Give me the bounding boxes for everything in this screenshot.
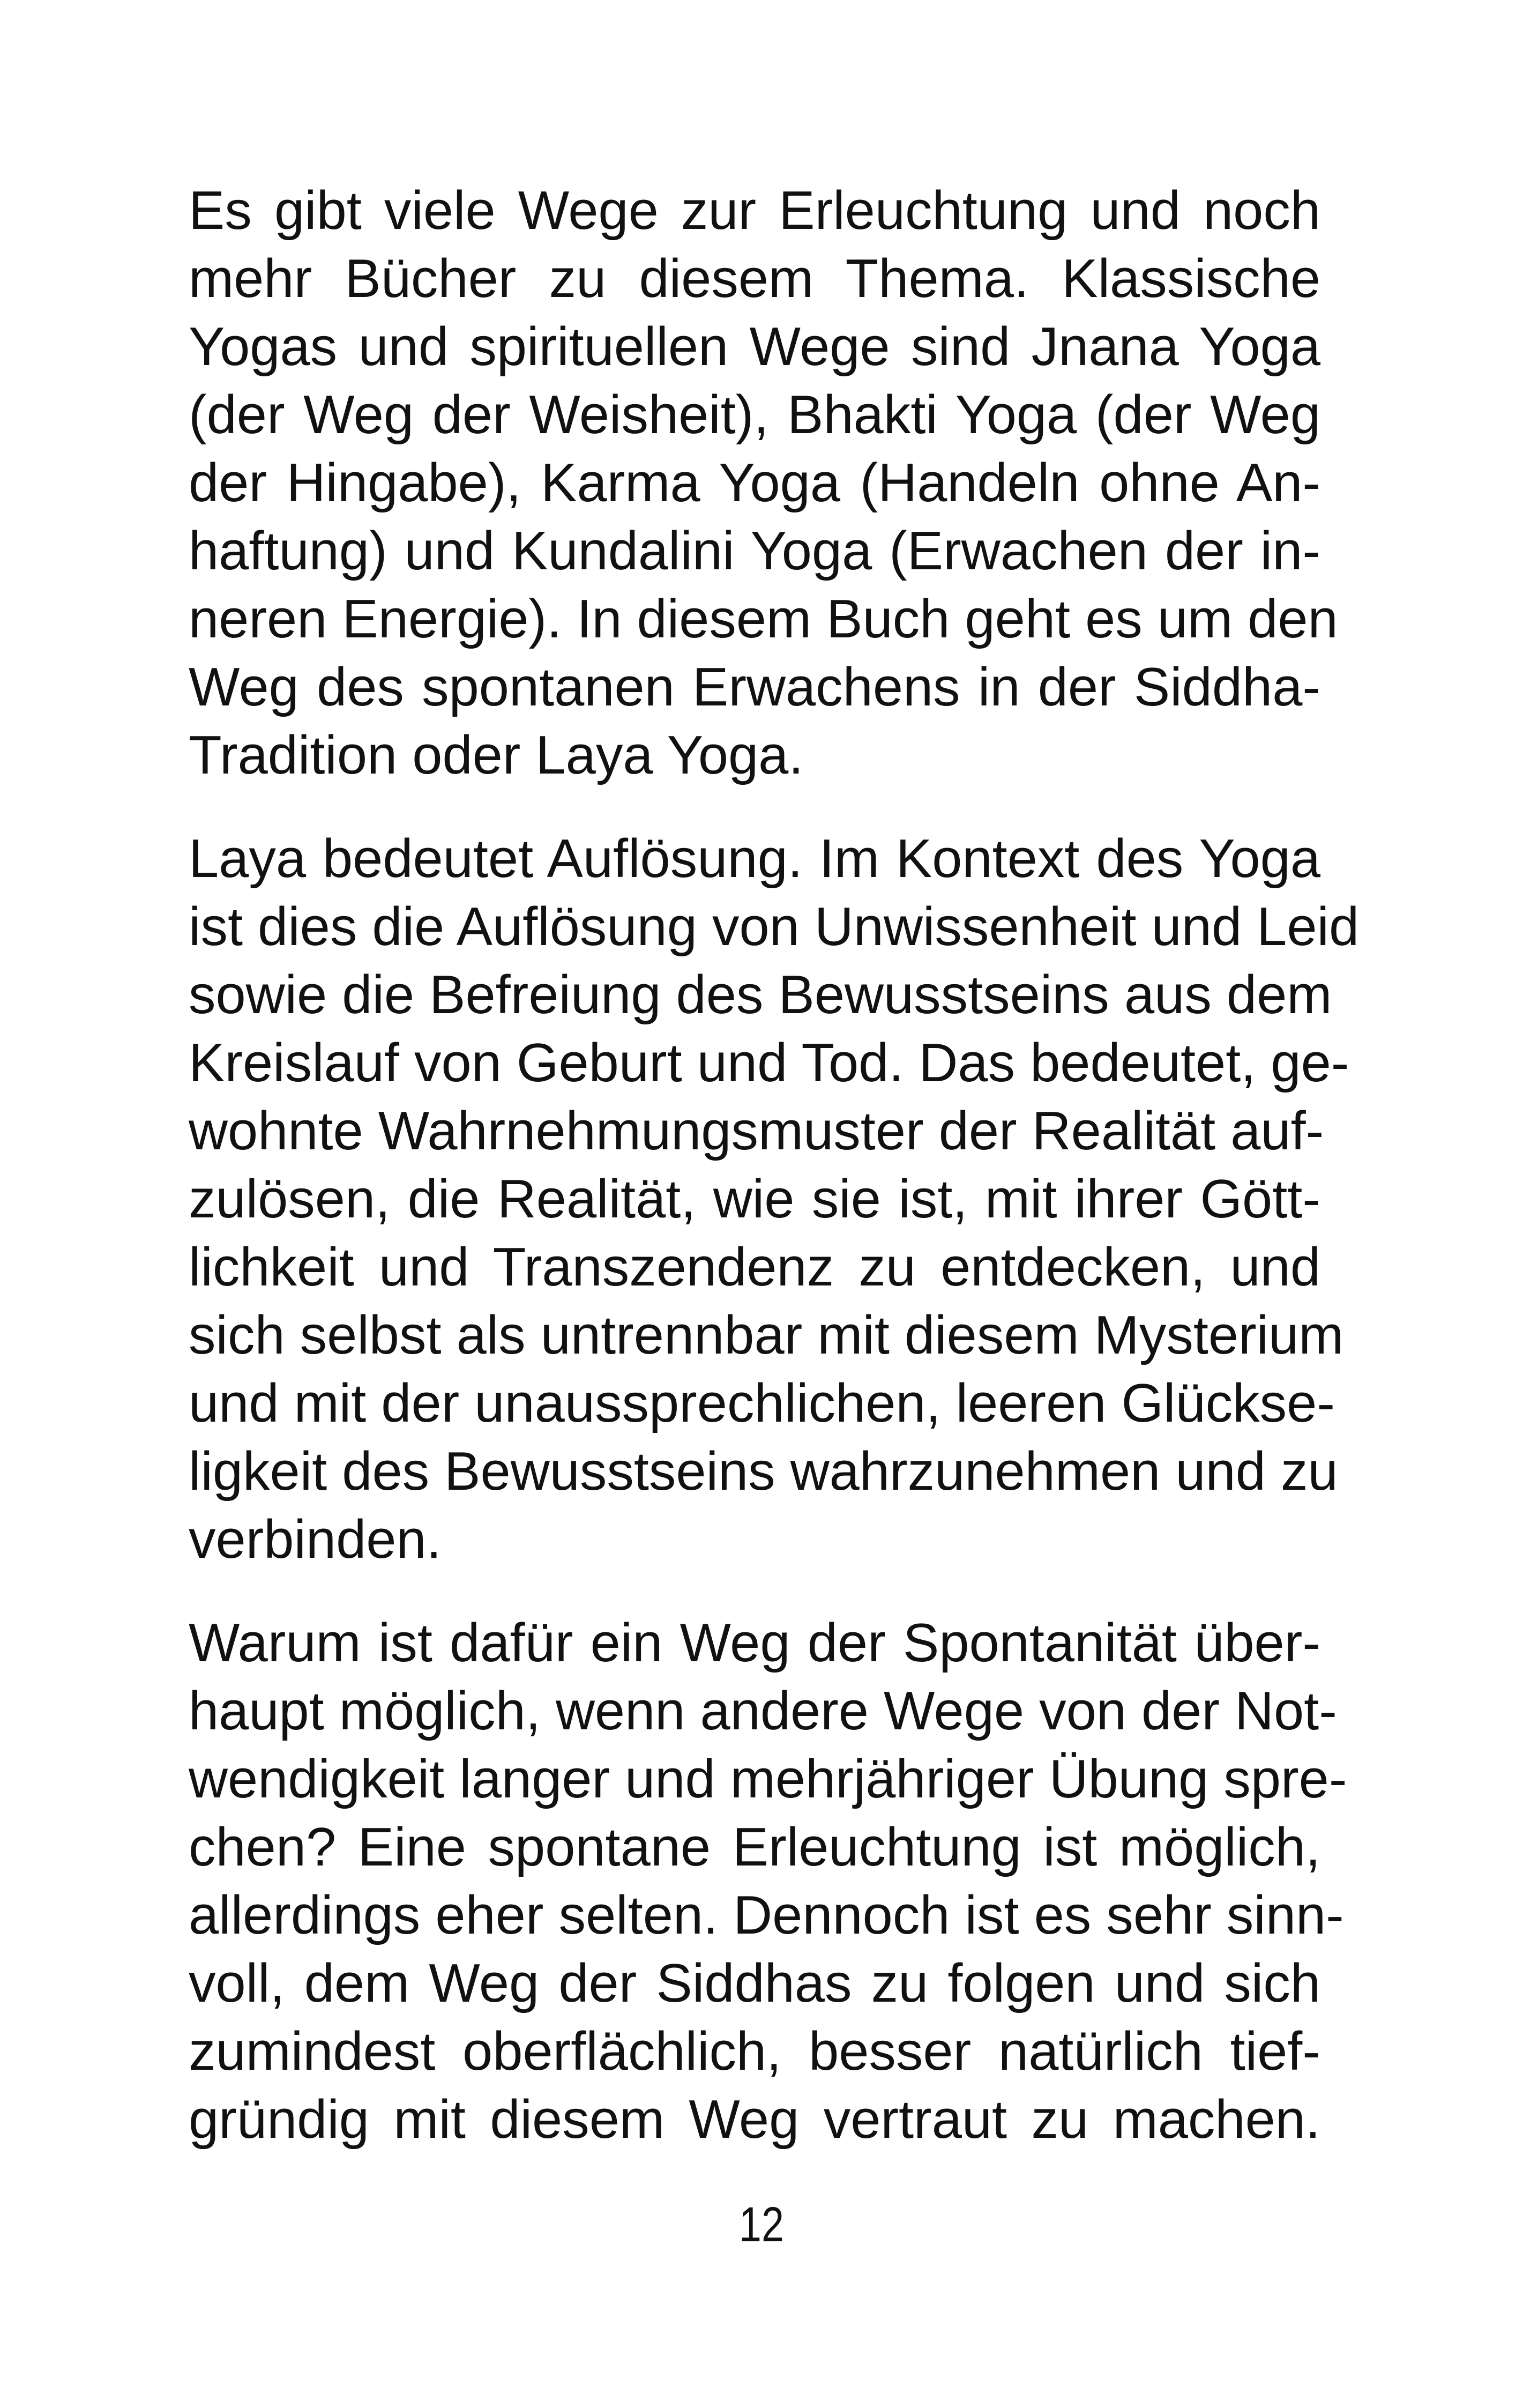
text-line: Warum ist dafür ein Weg der Spontanität über-	[189, 1613, 1320, 1673]
text-line: voll, dem Weg der Siddhas zu folgen und sich	[189, 1953, 1320, 2013]
text-line: ligkeit des Bewusstseins wahrzunehmen und zu	[189, 1441, 1338, 1502]
text-line: allerdings eher selten. Dennoch ist es sehr sinn-	[189, 1885, 1344, 1945]
text-line: wendigkeit langer und mehrjähriger Übung spre-	[189, 1749, 1347, 1809]
paragraph-2	[189, 825, 1360, 1574]
text-line: gründig mit diesem Weg vertraut zu machen.	[189, 2090, 1320, 2150]
body-text	[189, 177, 1360, 2189]
text-line: chen? Eine spontane Erleuchtung ist möglich,	[189, 1817, 1320, 1877]
text-line: zumindest oberflächlich, besser natürlich tief-	[189, 2021, 1320, 2082]
text-line: haftung) und Kundalini Yoga (Erwachen der in-	[189, 521, 1320, 581]
text-line: lichkeit und Transzendenz zu entdecken, und	[189, 1237, 1320, 1297]
text-line: mehr Bücher zu diesem Thema. Klassische	[189, 249, 1320, 309]
text-line: zulösen, die Realität, wie sie ist, mit ihrer Gött-	[189, 1169, 1320, 1229]
text-line: Tradition oder Laya Yoga.	[189, 725, 804, 785]
text-line: sowie die Befreiung des Bewusstseins aus dem	[189, 965, 1332, 1025]
paragraph-3	[189, 1609, 1347, 2154]
paragraph-1	[189, 177, 1338, 790]
page-number: 12	[739, 2197, 784, 2252]
text-line: (der Weg der Weisheit), Bhakti Yoga (der Weg	[189, 385, 1320, 445]
text-line: Kreislauf von Geburt und Tod. Das bedeutet, ge-	[189, 1033, 1349, 1093]
text-line: sich selbst als untrennbar mit diesem Mysterium	[189, 1305, 1344, 1365]
text-line: ist dies die Auflösung von Unwissenheit und Leid	[189, 897, 1360, 957]
text-line: haupt möglich, wenn andere Wege von der Not-	[189, 1681, 1337, 1741]
text-line: Laya bedeutet Auflösung. Im Kontext des Yoga	[189, 829, 1320, 889]
text-line: Weg des spontanen Erwachens in der Siddha-	[189, 657, 1320, 717]
text-line: und mit der unaussprechlichen, leeren Glückse-	[189, 1373, 1335, 1433]
text-line: Es gibt viele Wege zur Erleuchtung und noch	[189, 181, 1320, 241]
text-line: der Hingabe), Karma Yoga (Handeln ohne An-	[189, 453, 1320, 513]
text-line: neren Energie). In diesem Buch geht es um den	[189, 589, 1338, 649]
text-line: Yogas und spirituellen Wege sind Jnana Yoga	[189, 317, 1320, 377]
text-line: wohnte Wahrnehmungsmuster der Realität auf-	[189, 1101, 1324, 1161]
text-line: verbinden.	[189, 1510, 442, 1570]
